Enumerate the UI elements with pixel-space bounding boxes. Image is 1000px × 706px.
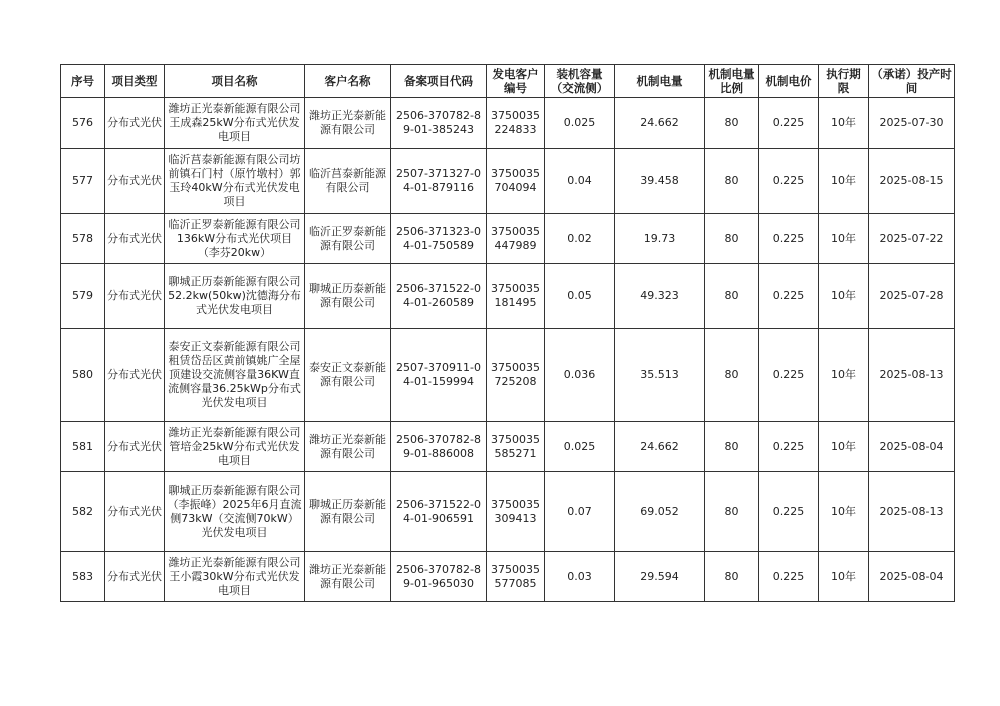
cell-type: 分布式光伏 (105, 98, 165, 149)
cell-price: 0.225 (759, 98, 819, 149)
header-power-customer-no: 发电客户编号 (487, 65, 545, 98)
cell-type: 分布式光伏 (105, 264, 165, 329)
cell-ratio: 80 (705, 472, 759, 552)
project-table-sheet (60, 64, 952, 602)
cell-type: 分布式光伏 (105, 472, 165, 552)
cell-capacity: 0.03 (545, 552, 615, 602)
cell-type: 分布式光伏 (105, 149, 165, 214)
cell-period: 10年 (819, 472, 869, 552)
cell-code: 2506-370782-89-01-965030 (391, 552, 487, 602)
cell-date: 2025-08-04 (869, 422, 955, 472)
cell-code: 2507-371327-04-01-879116 (391, 149, 487, 214)
cell-type: 分布式光伏 (105, 422, 165, 472)
table-row (61, 329, 955, 422)
cell-power: 19.73 (615, 214, 705, 264)
cell-capacity: 0.04 (545, 149, 615, 214)
header-seq: 序号 (61, 65, 105, 98)
cell-customer: 聊城正历泰新能源有限公司 (305, 472, 391, 552)
project-table (60, 64, 955, 602)
cell-cust-no: 3750035447989 (487, 214, 545, 264)
cell-seq: 579 (61, 264, 105, 329)
table-row (61, 214, 955, 264)
cell-ratio: 80 (705, 149, 759, 214)
cell-name: 潍坊正光泰新能源有限公司王成森25kW分布式光伏发电项目 (165, 98, 305, 149)
cell-seq: 581 (61, 422, 105, 472)
cell-power: 69.052 (615, 472, 705, 552)
cell-cust-no: 3750035704094 (487, 149, 545, 214)
header-type: 项目类型 (105, 65, 165, 98)
cell-power: 24.662 (615, 422, 705, 472)
cell-customer: 泰安正文泰新能源有限公司 (305, 329, 391, 422)
cell-cust-no: 3750035577085 (487, 552, 545, 602)
cell-ratio: 80 (705, 98, 759, 149)
cell-customer: 聊城正历泰新能源有限公司 (305, 264, 391, 329)
cell-capacity: 0.07 (545, 472, 615, 552)
cell-cust-no: 3750035309413 (487, 472, 545, 552)
cell-price: 0.225 (759, 472, 819, 552)
header-period: 执行期限 (819, 65, 869, 98)
cell-name: 临沂正罗泰新能源有限公司136kW分布式光伏项目（李芬20kw） (165, 214, 305, 264)
cell-capacity: 0.02 (545, 214, 615, 264)
cell-period: 10年 (819, 98, 869, 149)
cell-customer: 临沂莒泰新能源有限公司 (305, 149, 391, 214)
cell-cust-no: 3750035725208 (487, 329, 545, 422)
cell-customer: 临沂正罗泰新能源有限公司 (305, 214, 391, 264)
cell-capacity: 0.025 (545, 422, 615, 472)
cell-power: 49.323 (615, 264, 705, 329)
cell-name: 泰安正文泰新能源有限公司租赁岱岳区黄前镇姚广全屋顶建设交流侧容量36KW直流侧容量36.25kWp分布式光伏发电项目 (165, 329, 305, 422)
cell-price: 0.225 (759, 264, 819, 329)
cell-ratio: 80 (705, 329, 759, 422)
cell-name: 聊城正历泰新能源有限公司（李振峰）2025年6月直流侧73kW（交流侧70kW）光伏发电项目 (165, 472, 305, 552)
cell-seq: 582 (61, 472, 105, 552)
cell-capacity: 0.036 (545, 329, 615, 422)
cell-date: 2025-08-13 (869, 329, 955, 422)
cell-seq: 583 (61, 552, 105, 602)
cell-code: 2507-370911-04-01-159994 (391, 329, 487, 422)
cell-seq: 580 (61, 329, 105, 422)
cell-price: 0.225 (759, 422, 819, 472)
cell-date: 2025-08-15 (869, 149, 955, 214)
cell-period: 10年 (819, 329, 869, 422)
cell-ratio: 80 (705, 422, 759, 472)
cell-ratio: 80 (705, 214, 759, 264)
header-capacity: 装机容量（交流侧） (545, 65, 615, 98)
cell-name: 潍坊正光泰新能源有限公司管培金25kW分布式光伏发电项目 (165, 422, 305, 472)
cell-cust-no: 3750035224833 (487, 98, 545, 149)
cell-ratio: 80 (705, 264, 759, 329)
cell-period: 10年 (819, 149, 869, 214)
table-row (61, 149, 955, 214)
cell-period: 10年 (819, 552, 869, 602)
cell-code: 2506-370782-89-01-385243 (391, 98, 487, 149)
table-row (61, 98, 955, 149)
cell-type: 分布式光伏 (105, 329, 165, 422)
cell-seq: 578 (61, 214, 105, 264)
cell-date: 2025-08-04 (869, 552, 955, 602)
cell-code: 2506-371323-04-01-750589 (391, 214, 487, 264)
cell-code: 2506-371522-04-01-906591 (391, 472, 487, 552)
header-row (61, 65, 955, 98)
cell-period: 10年 (819, 214, 869, 264)
cell-capacity: 0.025 (545, 98, 615, 149)
cell-capacity: 0.05 (545, 264, 615, 329)
table-row (61, 552, 955, 602)
cell-name: 临沂莒泰新能源有限公司坊前镇石门村（原竹墩村）郭玉玲40kW分布式光伏发电项目 (165, 149, 305, 214)
table-row (61, 422, 955, 472)
header-date: （承诺）投产时间 (869, 65, 955, 98)
cell-power: 24.662 (615, 98, 705, 149)
cell-seq: 577 (61, 149, 105, 214)
header-customer: 客户名称 (305, 65, 391, 98)
cell-type: 分布式光伏 (105, 214, 165, 264)
cell-period: 10年 (819, 264, 869, 329)
cell-seq: 576 (61, 98, 105, 149)
cell-ratio: 80 (705, 552, 759, 602)
header-mech-power: 机制电量 (615, 65, 705, 98)
cell-power: 39.458 (615, 149, 705, 214)
cell-date: 2025-07-30 (869, 98, 955, 149)
cell-price: 0.225 (759, 552, 819, 602)
header-mech-price: 机制电价 (759, 65, 819, 98)
header-name: 项目名称 (165, 65, 305, 98)
table-row (61, 472, 955, 552)
cell-name: 潍坊正光泰新能源有限公司王小霞30kW分布式光伏发电项目 (165, 552, 305, 602)
cell-price: 0.225 (759, 329, 819, 422)
cell-date: 2025-07-22 (869, 214, 955, 264)
cell-customer: 潍坊正光泰新能源有限公司 (305, 422, 391, 472)
cell-code: 2506-371522-04-01-260589 (391, 264, 487, 329)
cell-power: 35.513 (615, 329, 705, 422)
cell-cust-no: 3750035585271 (487, 422, 545, 472)
cell-customer: 潍坊正光泰新能源有限公司 (305, 98, 391, 149)
cell-code: 2506-370782-89-01-886008 (391, 422, 487, 472)
cell-customer: 潍坊正光泰新能源有限公司 (305, 552, 391, 602)
header-record-code: 备案项目代码 (391, 65, 487, 98)
cell-name: 聊城正历泰新能源有限公司52.2kw(50kw)沈德海分布式光伏发电项目 (165, 264, 305, 329)
cell-power: 29.594 (615, 552, 705, 602)
cell-date: 2025-08-13 (869, 472, 955, 552)
cell-price: 0.225 (759, 214, 819, 264)
cell-type: 分布式光伏 (105, 552, 165, 602)
cell-period: 10年 (819, 422, 869, 472)
table-row (61, 264, 955, 329)
cell-cust-no: 3750035181495 (487, 264, 545, 329)
header-mech-ratio: 机制电量比例 (705, 65, 759, 98)
cell-price: 0.225 (759, 149, 819, 214)
cell-date: 2025-07-28 (869, 264, 955, 329)
